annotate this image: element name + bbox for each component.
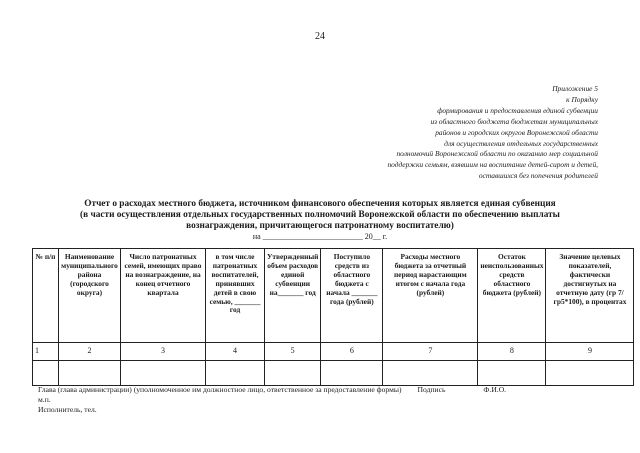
appendix-line: из областного бюджета бюджетам муниципальных <box>430 116 598 126</box>
table-cell <box>478 361 546 386</box>
header-cell: Наименование муниципального района (городского округа) <box>59 249 121 343</box>
table-row <box>33 361 634 386</box>
column-number-cell: 4 <box>206 343 265 361</box>
header-cell: Остаток неиспользованных средств областного бюджета (рублей) <box>478 249 546 343</box>
column-number-cell: 6 <box>321 343 383 361</box>
header-cell: Число патронатных семей, имеющих право на вознаграждение, на конец отчетного квартала <box>121 249 206 343</box>
table-cell <box>321 361 383 386</box>
column-number-cell: 3 <box>121 343 206 361</box>
report-table <box>32 248 634 386</box>
header-cell: Поступило средств из областного бюджета с начала _______ года (рублей) <box>321 249 383 343</box>
report-title-line: Отчет о расходах местного бюджета, источником финансового обеспечения которых является единая субвенция <box>84 199 556 209</box>
signatory-label: Глава (глава администрации) (уполномоченное им должностное лицо, ответственное за предоставление формы) <box>38 385 402 394</box>
signature-line <box>38 385 598 395</box>
report-title-line: (в части осуществления отдельных государственных полномочий Воронежской области по обеспечению выплаты <box>80 210 560 220</box>
header-cell: Утвержденный объем расходов единой субвенции на_______ год <box>265 249 321 343</box>
table-cell <box>121 361 206 386</box>
column-number-cell: 5 <box>265 343 321 361</box>
full-name-label: Ф.И.О. <box>483 385 507 394</box>
table-cell <box>59 361 121 386</box>
signature-block <box>38 385 598 404</box>
table-cell <box>546 361 634 386</box>
report-date-line: на _________________________ 20__ г. <box>252 232 388 241</box>
appendix-line: оставшихся без попечения родителей <box>478 171 598 181</box>
table-header-row <box>33 249 634 343</box>
column-number-cell: 2 <box>59 343 121 361</box>
header-cell: № п/п <box>33 249 59 343</box>
table-cell <box>206 361 265 386</box>
appendix-line: полномочий Воронежской области по оказанию мер социальной <box>396 149 598 159</box>
header-cell: Значение целевых показателей, фактически достигнутых на отчетную дату (гр 7/гр5*100), в процентах <box>546 249 634 343</box>
appendix-line: районов и городских округов Воронежской области <box>435 127 598 137</box>
column-number-cell: 8 <box>478 343 546 361</box>
table-cell <box>33 361 59 386</box>
appendix-line: Приложение 5 <box>552 84 598 93</box>
stamp-label: м.п. <box>38 394 51 404</box>
column-number-cell: 7 <box>383 343 478 361</box>
column-number-cell: 9 <box>546 343 634 361</box>
appendix-line: поддержки семьям, взявшим на воспитание детей-сирот и детей, <box>387 160 598 170</box>
header-cell: Расходы местного бюджета за отчетный период нарастающим итогом с начала года (рублей) <box>383 249 478 343</box>
appendix-line: формирования и предоставления единой субвенции <box>437 105 598 115</box>
appendix-line: для осуществления отдельных государственных <box>444 138 598 148</box>
signature-label: Подпись <box>417 385 446 394</box>
table-cell <box>383 361 478 386</box>
header-cell: в том числе патронатных воспитателей, принявших детей в свою семью, _______ год <box>206 249 265 343</box>
appendix-header <box>387 84 598 182</box>
report-title <box>20 199 620 232</box>
report-title-line: вознаграждения, причитающегося патронатному воспитателю) <box>186 221 454 231</box>
executor-label: Исполнитель, тел. <box>38 405 97 414</box>
column-number-row <box>33 343 634 361</box>
page-number: 24 <box>315 31 325 42</box>
column-number-cell: 1 <box>33 343 59 361</box>
appendix-line: к Порядку <box>566 94 598 104</box>
table-cell <box>265 361 321 386</box>
